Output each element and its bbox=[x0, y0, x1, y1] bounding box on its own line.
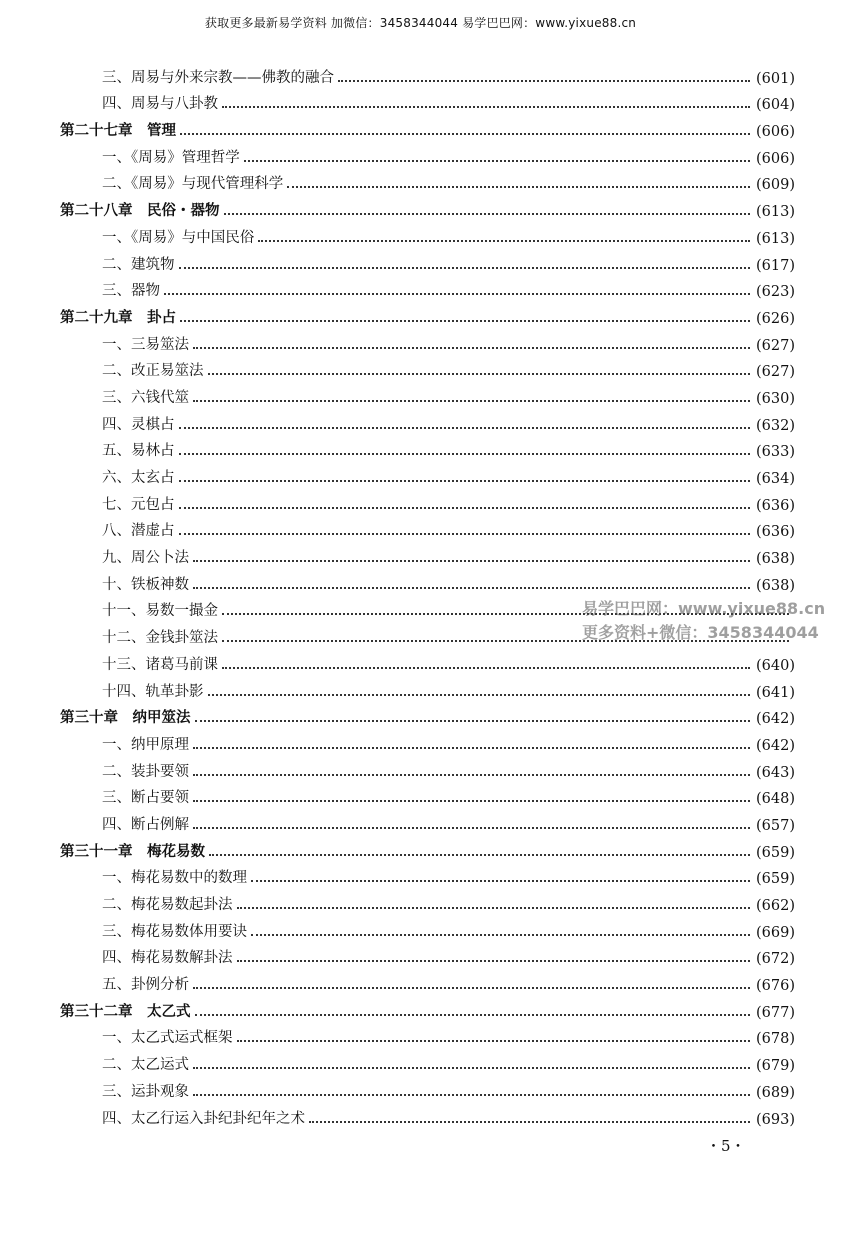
toc-entry-page: (613) bbox=[756, 230, 795, 247]
page-header: 获取更多最新易学资料 加微信：3458344044 易学巴巴网：www.yixue88.cn bbox=[204, 16, 637, 30]
dot-leader bbox=[179, 480, 751, 482]
toc-section-entry bbox=[60, 887, 795, 914]
toc-section-entry bbox=[60, 514, 795, 541]
dot-leader bbox=[251, 934, 750, 936]
dot-leader bbox=[193, 987, 750, 989]
toc-entry-page: (604) bbox=[756, 97, 795, 114]
toc-section-entry bbox=[60, 354, 795, 381]
dot-leader bbox=[180, 133, 750, 135]
toc-section-entry bbox=[60, 220, 795, 247]
toc-entry-page: (627) bbox=[756, 364, 795, 381]
watermark bbox=[582, 597, 825, 645]
toc-entry-page: (669) bbox=[756, 924, 795, 941]
toc-entry-title: 三、六钱代筮 bbox=[102, 389, 189, 406]
toc-entry-title: 四、断占例解 bbox=[102, 816, 189, 833]
toc-section-entry bbox=[60, 781, 795, 808]
toc-entry-title: 二、梅花易数起卦法 bbox=[102, 897, 233, 913]
toc-section-entry bbox=[60, 167, 795, 194]
toc-section-entry bbox=[60, 274, 795, 301]
toc-entry-title: 第二十九章 卦占 bbox=[60, 308, 176, 326]
toc-section-entry bbox=[60, 247, 795, 274]
toc-entry-title: 十、铁板神数 bbox=[102, 576, 189, 593]
toc-entry-title: 二、改正易筮法 bbox=[102, 363, 204, 380]
toc-entry-title: 四、灵棋占 bbox=[102, 416, 175, 433]
toc-entry-title: 十一、易数一撮金 bbox=[102, 603, 218, 620]
toc-section-entry bbox=[60, 487, 795, 514]
toc-entry-title: 十三、诸葛马前课 bbox=[102, 656, 218, 673]
toc-entry-page: (632) bbox=[756, 417, 795, 434]
toc-entry-title: 六、太玄占 bbox=[102, 470, 175, 486]
toc-entry-title: 十四、轨革卦影 bbox=[102, 683, 204, 700]
toc-section-entry bbox=[60, 1021, 795, 1048]
dot-leader bbox=[164, 293, 750, 295]
toc-entry-page: (617) bbox=[756, 257, 795, 274]
toc-entry-page: (613) bbox=[756, 204, 795, 221]
toc-chapter-entry bbox=[60, 300, 795, 327]
toc-entry-title: 一、纳甲原理 bbox=[102, 736, 189, 753]
toc-section-entry bbox=[60, 647, 795, 674]
dot-leader bbox=[208, 694, 751, 696]
toc-entry-page: (641) bbox=[756, 684, 795, 701]
dot-leader bbox=[208, 373, 751, 375]
toc-entry-page: (679) bbox=[756, 1058, 795, 1075]
toc-section-entry bbox=[60, 87, 795, 114]
toc-entry-page: (672) bbox=[756, 951, 795, 968]
dot-leader bbox=[237, 960, 751, 962]
dot-leader bbox=[179, 453, 751, 455]
toc-entry-title: 一、三易筮法 bbox=[102, 336, 189, 353]
toc-entry-title: 一、太乙式运式框架 bbox=[102, 1030, 233, 1047]
toc-entry-page: (636) bbox=[756, 524, 795, 541]
toc-entry-page: (642) bbox=[756, 711, 795, 728]
watermark-line-1: 易学巴巴网：www.yixue88.cn bbox=[582, 599, 826, 618]
dot-leader bbox=[179, 427, 751, 429]
toc-entry-title: 二、《周易》与现代管理科学 bbox=[102, 176, 284, 193]
dot-leader bbox=[193, 560, 750, 562]
toc-entry-page: (636) bbox=[756, 497, 795, 514]
toc-entry-page: (609) bbox=[756, 177, 795, 194]
dot-leader bbox=[193, 347, 750, 349]
dot-leader bbox=[258, 240, 750, 242]
toc-section-entry bbox=[60, 567, 795, 594]
toc-section-entry bbox=[60, 914, 795, 941]
toc-entry-title: 五、易林占 bbox=[102, 443, 175, 460]
toc-chapter-entry bbox=[60, 834, 795, 861]
toc-section-entry bbox=[60, 380, 795, 407]
toc-entry-title: 第三十章 纳甲筮法 bbox=[60, 709, 191, 727]
toc-section-entry bbox=[60, 861, 795, 888]
toc-entry-title: 十二、金钱卦筮法 bbox=[102, 630, 218, 647]
toc-entry-title: 二、建筑物 bbox=[102, 256, 175, 273]
toc-entry-title: 九、周公卜法 bbox=[102, 550, 189, 567]
toc-section-entry bbox=[60, 807, 795, 834]
dot-leader bbox=[251, 880, 750, 882]
toc-entry-page: (640) bbox=[756, 657, 795, 674]
toc-entry-title: 八、潜虚占 bbox=[102, 523, 175, 540]
dot-leader bbox=[193, 747, 750, 749]
toc-entry-page: (634) bbox=[756, 471, 795, 487]
toc-entry-page: (662) bbox=[756, 898, 795, 914]
toc-entry-page: (601) bbox=[756, 70, 795, 87]
dot-leader bbox=[193, 1067, 750, 1069]
toc-section-entry bbox=[60, 967, 795, 994]
toc-section-entry bbox=[60, 941, 795, 968]
toc-entry-title: 二、装卦要领 bbox=[102, 763, 189, 780]
toc-chapter-entry bbox=[60, 701, 795, 728]
toc-entry-page: (627) bbox=[756, 337, 795, 354]
toc-chapter-entry bbox=[60, 113, 795, 140]
toc-entry-page: (606) bbox=[756, 150, 795, 167]
toc-section-entry bbox=[60, 60, 795, 87]
watermark-line-2: 更多资料+微信：3458344044 bbox=[582, 623, 819, 642]
toc-section-entry bbox=[60, 460, 795, 487]
toc-entry-title: 四、周易与八卦教 bbox=[102, 96, 218, 113]
toc-entry-title: 第三十一章 梅花易数 bbox=[60, 842, 205, 860]
toc-section-entry bbox=[60, 434, 795, 461]
toc-section-entry bbox=[60, 1074, 795, 1101]
dot-leader bbox=[224, 213, 751, 215]
dot-leader bbox=[287, 186, 750, 188]
dot-leader bbox=[222, 667, 750, 669]
toc-section-entry bbox=[60, 540, 795, 567]
dot-leader bbox=[222, 106, 750, 108]
toc-section-entry bbox=[60, 727, 795, 754]
dot-leader bbox=[179, 267, 751, 269]
dot-leader bbox=[193, 1094, 750, 1096]
toc-entry-title: 第三十二章 太乙式 bbox=[60, 1002, 191, 1020]
dot-leader bbox=[237, 907, 751, 909]
dot-leader bbox=[338, 80, 750, 82]
toc-entry-page: (648) bbox=[756, 791, 795, 808]
toc-entry-title: 一、梅花易数中的数理 bbox=[102, 870, 247, 887]
toc-chapter-entry bbox=[60, 994, 795, 1021]
dot-leader bbox=[195, 1014, 751, 1016]
toc-entry-page: (693) bbox=[756, 1111, 795, 1128]
toc-entry-title: 一、《周易》与中国民俗 bbox=[102, 229, 255, 246]
toc-entry-page: (606) bbox=[756, 124, 795, 141]
toc-entry-title: 四、太乙行运入卦纪卦纪年之术 bbox=[102, 1110, 305, 1127]
toc-entry-page: (642) bbox=[756, 737, 795, 754]
toc-entry-page: (623) bbox=[756, 284, 795, 301]
toc-entry-title: 第二十八章 民俗・器物 bbox=[60, 202, 220, 220]
dot-leader bbox=[193, 827, 750, 829]
toc-entry-page: (659) bbox=[756, 871, 795, 888]
toc-entry-title: 五、卦例分析 bbox=[102, 977, 189, 994]
dot-leader bbox=[193, 587, 750, 589]
page-number: ・5・ bbox=[706, 1137, 746, 1155]
toc-entry-title: 三、断占要领 bbox=[102, 790, 189, 807]
toc-entry-title: 二、太乙运式 bbox=[102, 1057, 189, 1074]
toc-entry-title: 三、运卦观象 bbox=[102, 1083, 189, 1100]
dot-leader bbox=[244, 160, 750, 162]
toc-section-entry bbox=[60, 1101, 795, 1128]
toc-entry-page: (638) bbox=[756, 577, 795, 594]
toc-entry-page: (626) bbox=[756, 310, 795, 327]
toc-entry-page: (657) bbox=[756, 817, 795, 834]
toc-section-entry bbox=[60, 674, 795, 701]
dot-leader bbox=[195, 720, 751, 722]
dot-leader bbox=[193, 774, 750, 776]
toc-entry-title: 三、器物 bbox=[102, 283, 160, 300]
toc-section-entry bbox=[60, 1047, 795, 1074]
toc-section-entry bbox=[60, 754, 795, 781]
toc-entry-title: 第二十七章 管理 bbox=[60, 122, 176, 140]
table-of-contents bbox=[60, 60, 795, 1128]
toc-entry-page: (678) bbox=[756, 1031, 795, 1048]
toc-entry-title: 三、梅花易数体用要诀 bbox=[102, 923, 247, 940]
toc-entry-title: 四、梅花易数解卦法 bbox=[102, 950, 233, 967]
dot-leader bbox=[179, 533, 751, 535]
toc-section-entry bbox=[60, 407, 795, 434]
toc-entry-page: (676) bbox=[756, 978, 795, 995]
dot-leader bbox=[180, 320, 750, 322]
toc-section-entry bbox=[60, 327, 795, 354]
toc-entry-page: (638) bbox=[756, 551, 795, 568]
toc-entry-page: (630) bbox=[756, 390, 795, 407]
toc-chapter-entry bbox=[60, 193, 795, 220]
dot-leader bbox=[193, 400, 750, 402]
toc-entry-page: (689) bbox=[756, 1084, 795, 1101]
dot-leader bbox=[209, 854, 750, 856]
dot-leader bbox=[179, 507, 751, 509]
dot-leader bbox=[309, 1121, 750, 1123]
toc-entry-page: (643) bbox=[756, 764, 795, 781]
toc-entry-title: 一、《周易》管理哲学 bbox=[102, 149, 240, 166]
toc-entry-title: 三、周易与外来宗教——佛教的融合 bbox=[102, 69, 334, 86]
toc-entry-page: (633) bbox=[756, 444, 795, 461]
dot-leader bbox=[193, 800, 750, 802]
toc-entry-page: (659) bbox=[756, 844, 795, 861]
toc-section-entry bbox=[60, 140, 795, 167]
toc-entry-title: 七、元包占 bbox=[102, 496, 175, 513]
toc-entry-page: (677) bbox=[756, 1004, 795, 1021]
dot-leader bbox=[237, 1040, 751, 1042]
